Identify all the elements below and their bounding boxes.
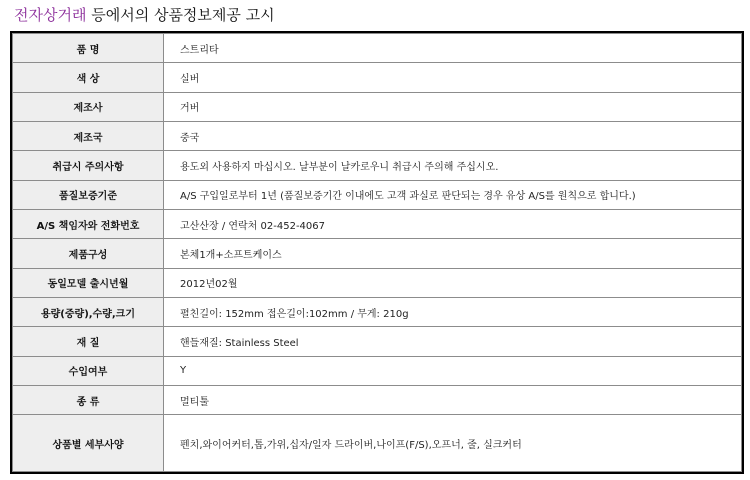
table-row <box>13 415 742 472</box>
table-row <box>13 327 742 356</box>
row-value: 펜치,와이어커터,톱,가위,십자/일자 드라이버,나이프(F/S),오프너, 줄, 실크커터 <box>164 415 742 472</box>
row-label: 취급시 주의사항 <box>13 151 164 180</box>
table-row <box>13 239 742 268</box>
row-label: 수입여부 <box>13 356 164 385</box>
row-label: 상품별 세부사양 <box>13 415 164 472</box>
row-value: 고산산장 / 연락처 02-452-4067 <box>164 209 742 238</box>
table-row <box>13 297 742 326</box>
row-value: 펼친길이: 152mm 접은길이:102mm / 무게: 210g <box>164 297 742 326</box>
table-row <box>13 268 742 297</box>
row-value: 본체1개+소프트케이스 <box>164 239 742 268</box>
table-row <box>13 151 742 180</box>
row-label: 색 상 <box>13 63 164 92</box>
table-row <box>13 356 742 385</box>
product-info-table <box>10 31 744 474</box>
row-value: 거버 <box>164 92 742 121</box>
table-row <box>13 180 742 209</box>
table-row <box>13 121 742 150</box>
row-value: 중국 <box>164 121 742 150</box>
row-label: 제조국 <box>13 121 164 150</box>
table-row <box>13 92 742 121</box>
row-value: 2012년02월 <box>164 268 742 297</box>
table-row <box>13 63 742 92</box>
table-row <box>13 209 742 238</box>
row-label: 품질보증기준 <box>13 180 164 209</box>
row-value: 용도외 사용하지 마십시오. 날부분이 날카로우니 취급시 주의해 주십시오. <box>164 151 742 180</box>
page-title-rest: 등에서의 상품정보제공 고시 <box>86 6 275 24</box>
row-label: 용량(중량),수량,크기 <box>13 297 164 326</box>
row-value: 스트리타 <box>164 34 742 63</box>
table-row <box>13 34 742 63</box>
row-label: 동일모델 출시년월 <box>13 268 164 297</box>
row-value: Y <box>164 356 742 385</box>
row-label: 제조사 <box>13 92 164 121</box>
row-value: A/S 구입일로부터 1년 (품질보증기간 이내에도 고객 과실로 판단되는 경우 유상 A/S를 원칙으로 합니다.) <box>164 180 742 209</box>
page-title <box>14 5 275 25</box>
table-row <box>13 385 742 414</box>
row-label: 재 질 <box>13 327 164 356</box>
row-value: 실버 <box>164 63 742 92</box>
row-label: 품 명 <box>13 34 164 63</box>
row-label: 종 류 <box>13 385 164 414</box>
row-value: 핸들재질: Stainless Steel <box>164 327 742 356</box>
row-label: 제품구성 <box>13 239 164 268</box>
row-value: 멀티툴 <box>164 385 742 414</box>
row-label: A/S 책임자와 전화번호 <box>13 209 164 238</box>
page-title-accent: 전자상거래 <box>14 6 87 24</box>
